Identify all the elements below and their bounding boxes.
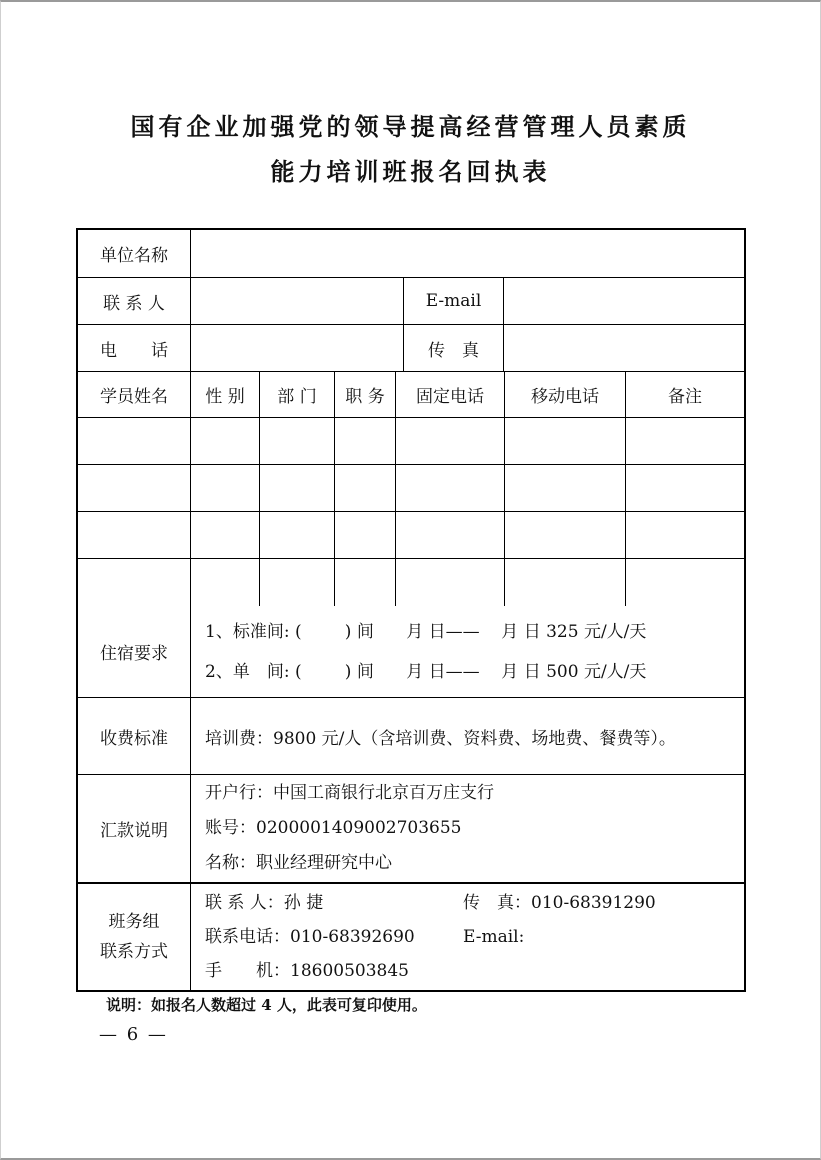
team-contact-person: 联 系 人：孙 捷 <box>205 893 324 913</box>
student-empty-cell <box>78 418 191 464</box>
contact-value-cell <box>191 278 404 324</box>
team-email: E-mail: <box>463 927 525 947</box>
student-empty-cell <box>260 559 335 606</box>
student-empty-cell <box>335 559 396 606</box>
student-empty-cell <box>505 512 626 558</box>
page-number: — 6 — <box>99 1024 168 1045</box>
unit-name-value-cell <box>191 230 744 277</box>
row-remittance <box>78 775 744 884</box>
student-empty-cell <box>191 512 260 558</box>
student-row <box>78 512 744 559</box>
student-empty-cell <box>191 559 260 606</box>
team-line-2 <box>205 920 744 954</box>
row-lodging <box>78 606 744 698</box>
lodging-line-standard: 1、标准间: ( ) 间 月 日—— 月 日 325 元/人/天 <box>205 621 647 642</box>
lodging-label: 住宿要求 <box>78 606 191 697</box>
student-row <box>78 418 744 465</box>
remittance-name-line: 名称：职业经理研究中心 <box>205 853 392 873</box>
phone-label: 电 话 <box>78 325 191 371</box>
document-title <box>1 104 820 194</box>
team-label-line-2: 联系方式 <box>100 942 168 962</box>
header-department: 部 门 <box>260 372 335 417</box>
row-fee <box>78 698 744 775</box>
lodging-line-single: 2、单 间: ( ) 间 月 日—— 月 日 500 元/人/天 <box>205 661 647 682</box>
contact-label: 联 系 人 <box>78 278 191 324</box>
fax-label: 传 真 <box>404 325 504 371</box>
team-label-line-1: 班务组 <box>108 912 160 932</box>
team-mobile: 手 机：18600503845 <box>205 961 409 981</box>
student-empty-cell <box>78 559 191 606</box>
header-mobile: 移动电话 <box>505 372 626 417</box>
header-position: 职 务 <box>335 372 396 417</box>
row-unit-name <box>78 230 744 278</box>
header-gender: 性 别 <box>191 372 260 417</box>
student-empty-cell <box>396 559 505 606</box>
student-empty-cell <box>335 465 396 511</box>
student-empty-cell <box>396 465 505 511</box>
registration-form-table <box>76 228 746 992</box>
header-student-name: 学员姓名 <box>78 372 191 417</box>
phone-value-cell <box>191 325 404 371</box>
student-row <box>78 559 744 606</box>
student-empty-cell <box>626 512 744 558</box>
student-empty-cell <box>505 559 626 606</box>
header-remarks: 备注 <box>668 387 702 407</box>
team-fax: 传 真：010-68391290 <box>463 893 656 913</box>
remittance-label: 汇款说明 <box>78 775 191 882</box>
fee-label: 收费标准 <box>78 698 191 774</box>
remittance-bank-line: 开户行：中国工商银行北京百万庄支行 <box>205 783 494 803</box>
row-team-contact <box>78 884 744 990</box>
student-rows-container <box>78 418 744 606</box>
team-line-1 <box>205 886 744 920</box>
student-empty-cell <box>626 465 744 511</box>
footer-note: 说明：如报名人数超过 4 人，此表可复印使用。 <box>106 996 427 1014</box>
student-empty-cell <box>191 465 260 511</box>
student-empty-cell <box>505 465 626 511</box>
row-phone-fax <box>78 325 744 372</box>
title-line-1: 国有企业加强党的领导提高经营管理人员素质 <box>130 112 691 141</box>
unit-name-label: 单位名称 <box>78 230 191 277</box>
student-empty-cell <box>260 512 335 558</box>
student-empty-cell <box>260 465 335 511</box>
team-content-cell <box>191 884 744 990</box>
student-empty-cell <box>260 418 335 464</box>
fax-value-cell <box>504 325 744 371</box>
email-value-cell <box>504 278 744 324</box>
student-empty-cell <box>626 418 744 464</box>
team-telephone: 联系电话：010-68392690 <box>205 927 415 947</box>
fee-content-cell: 培训费：9800 元/人（含培训费、资料费、场地费、餐费等）。 <box>205 728 676 749</box>
student-empty-cell <box>78 465 191 511</box>
student-empty-cell <box>396 512 505 558</box>
email-label: E-mail <box>404 278 504 324</box>
remittance-account-line: 账号：0200001409002703655 <box>205 818 462 838</box>
lodging-content-cell <box>191 606 744 697</box>
student-empty-cell <box>335 418 396 464</box>
remittance-content-cell <box>191 775 744 882</box>
student-empty-cell <box>626 559 744 606</box>
row-contact-email <box>78 278 744 325</box>
student-empty-cell <box>505 418 626 464</box>
student-empty-cell <box>335 512 396 558</box>
student-empty-cell <box>78 512 191 558</box>
team-line-3 <box>205 954 744 988</box>
student-row <box>78 465 744 512</box>
team-label-cell <box>78 884 191 990</box>
student-empty-cell <box>396 418 505 464</box>
title-line-2: 能力培训班报名回执表 <box>270 157 551 186</box>
student-empty-cell <box>191 418 260 464</box>
header-landline: 固定电话 <box>396 372 505 417</box>
row-student-headers <box>78 372 744 418</box>
